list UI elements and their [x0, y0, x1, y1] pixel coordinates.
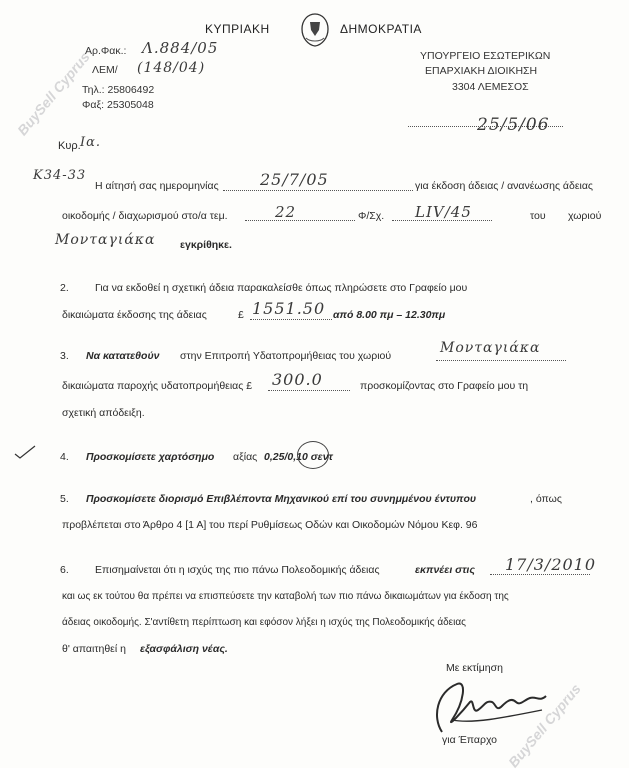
paragraph6-text4: θ' απαιτηθεί η	[62, 643, 126, 655]
watermark: BuySell Cyprus	[14, 48, 93, 139]
checkmark-icon	[14, 444, 36, 465]
paragraph2-num: 2.	[60, 282, 69, 294]
paragraph4-text1: αξίας	[233, 451, 258, 463]
stamp-value: 0,25/0,10 σεντ	[264, 451, 333, 463]
coat-of-arms-icon	[298, 12, 332, 53]
paragraph1-text2: για έκδοση άδειας / ανανέωσης άδειας	[415, 180, 593, 192]
plot-number: 22	[275, 203, 297, 221]
paragraph2-text2: δικαιώματα έκδοσης της άδειας	[62, 309, 207, 321]
ministry: ΥΠΟΥΡΓΕΙΟ ΕΣΩΤΕΡΙΚΩΝ	[420, 50, 551, 62]
office-hours: από 8.00 πμ – 12.30πμ	[333, 309, 446, 321]
paragraph3-text4: σχετική απόδειξη.	[62, 407, 145, 419]
paragraph3-num: 3.	[60, 350, 69, 362]
paragraph5-text1: προβλέπεται στο Άρθρο 4 [1 Α] του περί Ρυθμίσεως Οδών και Οικοδομών Νόμου Κεφ. 96	[62, 519, 478, 531]
paragraph6-bold1: εκπνέει στις	[415, 564, 475, 576]
paragraph1-text3: οικοδομής / διαχωρισμού στο/α τεμ.	[62, 210, 228, 222]
paragraph3-text1: στην Επιτροπή Υδατοπρομήθειας του χωριού	[180, 350, 392, 362]
lem-value: (148/04)	[137, 60, 206, 76]
date-dots	[408, 126, 563, 127]
application-date: 25/7/05	[260, 170, 329, 189]
permit-fee: 1551.50	[252, 299, 326, 318]
closing-respect: Με εκτίμηση	[446, 662, 503, 674]
header-left-title: ΚΥΠΡΙΑΚΗ	[205, 22, 270, 36]
paragraph6-bold2: εξασφάλιση νέας.	[140, 643, 228, 655]
dots	[250, 319, 332, 320]
city: 3304 ΛΕΜΕΣΟΣ	[452, 81, 529, 93]
dots	[223, 190, 413, 191]
paragraph6-text2: και ως εκ τούτου θα πρέπει να επισπεύσετε την καταβολή των πιο πάνω δικαιωμάτων για έκδοση της	[62, 591, 509, 602]
header-right-title: ΔΗΜΟΚΡΑΤΙΑ	[340, 22, 422, 36]
dots	[490, 574, 590, 575]
water-fee: 300.0	[272, 370, 323, 389]
dots	[268, 390, 350, 391]
water-village: Μονταγιάκα	[440, 340, 541, 356]
paragraph3-bold: Να κατατεθούν	[86, 350, 160, 362]
dots	[436, 360, 566, 361]
expiry-date: 17/3/2010	[505, 555, 597, 574]
paragraph2-text1: Για να εκδοθεί η σχετική άδεια παρακαλείσθε όπως πληρώσετε στο Γραφείο μου	[95, 282, 468, 294]
circle-mark	[297, 441, 329, 469]
paragraph5-num: 5.	[60, 493, 69, 505]
paragraph4-bold: Προσκομίσετε χαρτόσημο	[86, 451, 215, 463]
paragraph5-bold: Προσκομίσετε διορισμό Επιβλέποντα Μηχανικού επί του συνημμένου έντυπου	[86, 493, 477, 505]
paragraph1-ref: Κ34-33	[33, 168, 87, 183]
ref-value: Λ.884/05	[142, 39, 219, 57]
paragraph6-text3: άδειας οικοδομής. Σ'αντίθετη περίπτωση και εφόσον λήξει η ισχύς της Πολεοδομικής άδειας	[62, 617, 466, 628]
watermark: BuySell Cyprus	[505, 680, 584, 770]
paragraph1-text6: χωριού	[568, 210, 602, 222]
paragraph4-num: 4.	[60, 451, 69, 463]
paragraph6-num: 6.	[60, 564, 69, 576]
salutation-value: Ια.	[80, 135, 102, 150]
district: ΕΠΑΡΧΙΑΚΗ ΔΙΟΙΚΗΣΗ	[425, 65, 538, 77]
paragraph5-text0: , όπως	[530, 493, 562, 505]
paragraph6-text1: Επισημαίνεται ότι η ισχύς της πιο πάνω Πολεοδομικής άδειας	[95, 564, 380, 576]
paragraph3-text2: δικαιώματα παροχής υδατοπρομήθειας £	[62, 380, 253, 392]
ref-label: Αρ.Φακ.:	[85, 45, 127, 57]
sheet-plan: LIV/45	[415, 203, 472, 221]
village-name: Μονταγιάκα	[55, 232, 156, 248]
dots	[245, 220, 355, 221]
salutation-label: Κυρ.	[58, 140, 81, 152]
fax: Φαξ: 25305048	[82, 99, 154, 111]
lem-label: ΛΕΜ/	[92, 64, 118, 76]
tel: Τηλ.: 25806492	[82, 84, 155, 96]
paragraph1-text4: Φ/Σχ.	[358, 210, 385, 222]
closing-signer: για Έπαρχο	[442, 734, 498, 746]
letter-date: 25/5/06	[477, 115, 550, 135]
paragraph3-text3: προσκομίζοντας στο Γραφείο μου τη	[360, 380, 529, 392]
paragraph1-text5: του	[530, 210, 546, 222]
paragraph2-currency: £	[238, 309, 244, 321]
paragraph1-text1: Η αίτησή σας ημερομηνίας	[95, 180, 219, 192]
paragraph1-text7: εγκρίθηκε.	[180, 239, 232, 251]
